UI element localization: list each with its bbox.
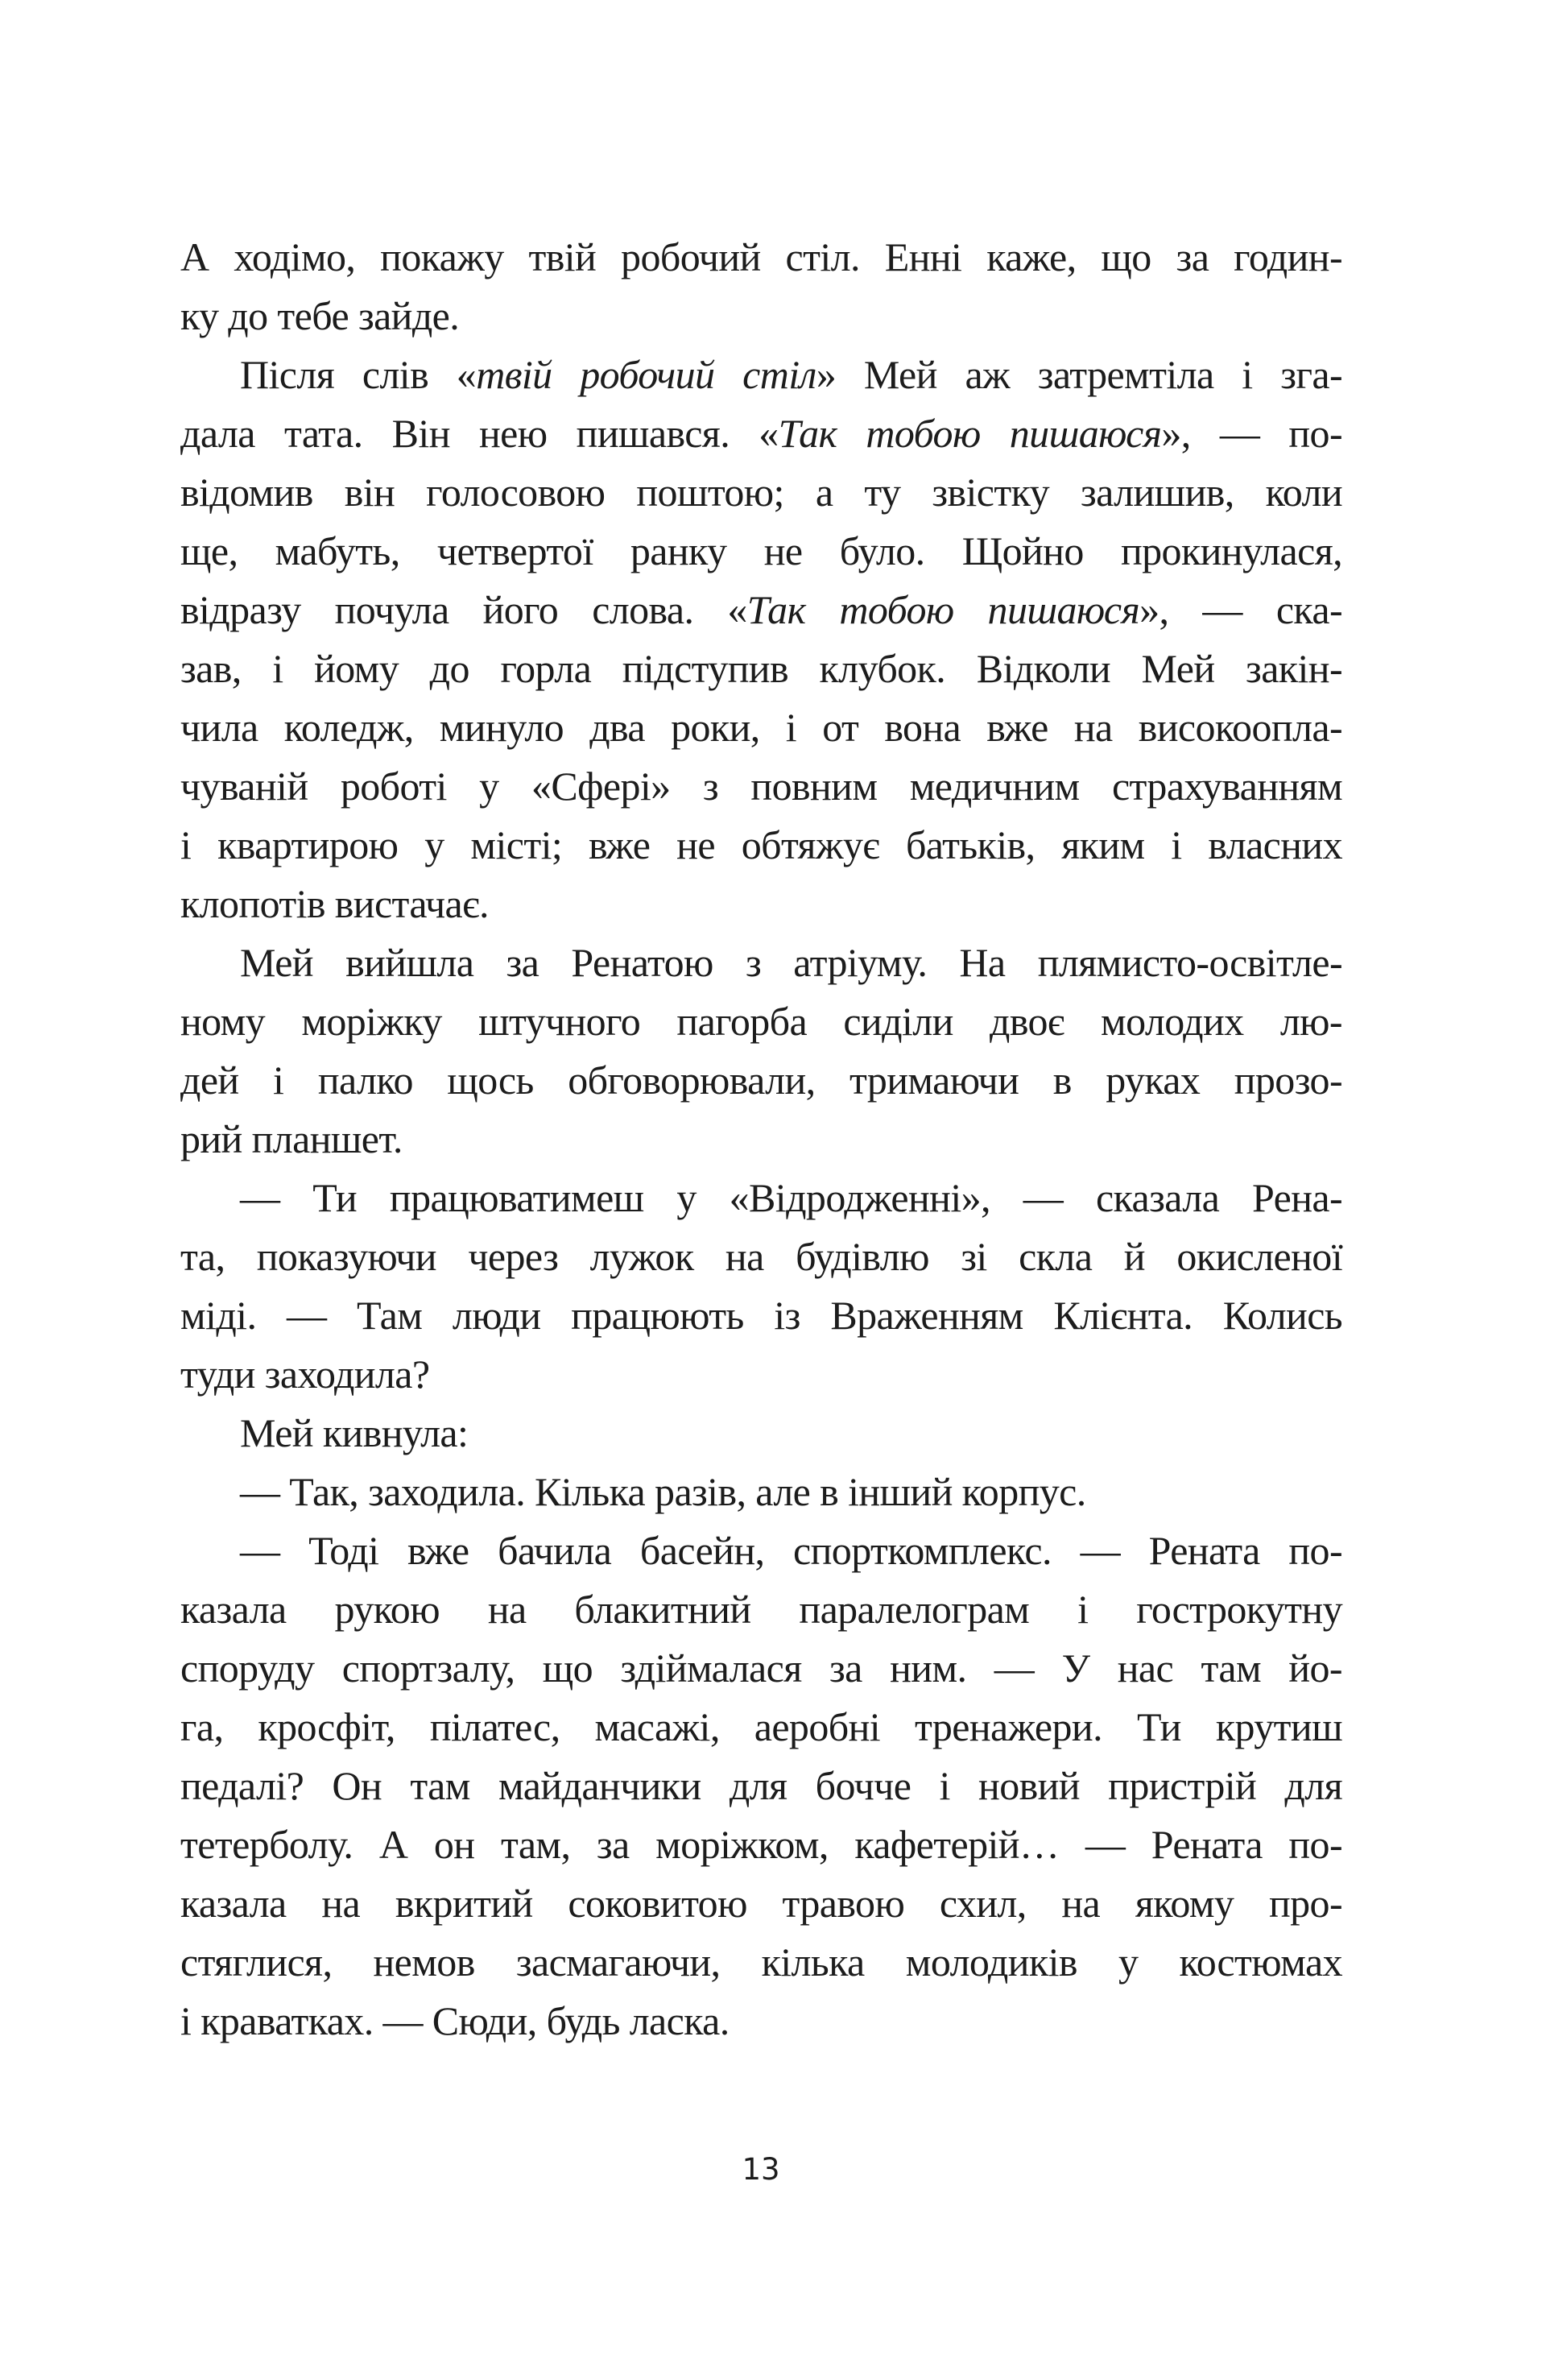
- text-line: [180, 1815, 1342, 1874]
- text-segment: міді. — Там люди працюють із Враженням Клієнта. Колись: [180, 1293, 1342, 1338]
- text-segment: Мей кивнула:: [240, 1410, 469, 1455]
- text-segment: і краватках. — Сюди, будь ласка.: [180, 1998, 730, 2043]
- text-line-content: [180, 1874, 1342, 1933]
- text-segment: чила коледж, минуло два роки, і от вона вже на високоопла-: [180, 705, 1342, 750]
- text-line-content: [180, 1051, 1342, 1110]
- text-line: [180, 757, 1342, 816]
- text-line-content: [180, 522, 1342, 581]
- text-line: [180, 1051, 1342, 1110]
- text-line: [180, 1169, 1342, 1227]
- text-line-content: [180, 1757, 1342, 1815]
- page-number: 13: [742, 2152, 780, 2187]
- text-segment: », — ска-: [1139, 587, 1343, 632]
- text-line-content: [180, 1227, 1342, 1286]
- text-line: [180, 581, 1342, 639]
- text-segment: відразу почула його слова. «: [180, 587, 747, 632]
- text-line: [180, 1404, 1342, 1463]
- text-segment: — Так, заходила. Кілька разів, але в інший корпус.: [240, 1469, 1086, 1514]
- text-line: [180, 1463, 1342, 1521]
- text-line: [180, 875, 1342, 933]
- text-segment: тетерболу. А он там, за моріжком, кафетерій… — Рената по-: [180, 1822, 1342, 1867]
- text-line-content: [240, 1169, 1342, 1227]
- text-line-content: [180, 992, 1342, 1051]
- italic-quote: твій робочий стіл: [476, 352, 816, 397]
- text-segment: ному моріжку штучного пагорба сиділи двоє молодих лю-: [180, 999, 1342, 1044]
- text-line: [180, 992, 1342, 1051]
- italic-quote: Так тобою пишаюся: [778, 411, 1162, 456]
- text-line-content: [180, 1345, 429, 1404]
- text-line: [180, 1698, 1342, 1757]
- text-segment: стяглися, немов засмагаючи, кілька молодиків у костюмах: [180, 1939, 1342, 1985]
- text-segment: клопотів вистачає.: [180, 881, 489, 926]
- text-line: [180, 1227, 1342, 1286]
- text-segment: — Ти працюватимеш у «Відродженні», — сказала Рена-: [240, 1175, 1342, 1220]
- text-line-content: [180, 1639, 1342, 1698]
- text-line-content: [240, 933, 1342, 992]
- text-line-content: [180, 581, 1342, 639]
- text-segment: Після слів «: [240, 352, 477, 397]
- text-segment: А ходімо, покажу твій робочий стіл. Енні каже, що за годин-: [180, 234, 1342, 279]
- text-segment: і квартирою у місті; вже не обтяжує батьків, яким і власних: [180, 822, 1342, 867]
- text-line-content: [180, 1580, 1342, 1639]
- text-line: [180, 346, 1342, 404]
- text-line: [180, 933, 1342, 992]
- text-line: [180, 1933, 1342, 1992]
- text-segment: казала рукою на блакитний паралелограм і гострокутну: [180, 1587, 1342, 1632]
- text-line-content: [180, 463, 1342, 522]
- text-line-content: [180, 757, 1342, 816]
- text-line-content: [240, 1463, 1086, 1521]
- text-segment: дала тата. Він нею пишався. «: [180, 411, 779, 456]
- italic-quote: Так тобою пишаюся: [746, 587, 1140, 632]
- text-line: [180, 228, 1342, 287]
- text-line: [180, 463, 1342, 522]
- text-line-content: [180, 404, 1342, 463]
- text-line-content: [180, 287, 459, 346]
- text-line: [180, 1580, 1342, 1639]
- text-line-content: [180, 816, 1342, 875]
- text-segment: чуваній роботі у «Сфері» з повним медичним страхуванням: [180, 764, 1342, 809]
- text-line: [180, 1345, 1342, 1404]
- text-line: [180, 698, 1342, 757]
- text-line: [180, 404, 1342, 463]
- text-line-content: [180, 1110, 403, 1169]
- text-line: [180, 1639, 1342, 1698]
- text-segment: споруду спортзалу, що здіймалася за ним. — У нас там йо-: [180, 1645, 1342, 1691]
- text-line-content: [180, 1286, 1342, 1345]
- text-line-content: [180, 1992, 730, 2051]
- body-text: [180, 228, 1342, 2051]
- text-line: [180, 1757, 1342, 1815]
- text-segment: рий планшет.: [180, 1116, 403, 1161]
- text-line-content: [180, 875, 489, 933]
- text-line: [180, 816, 1342, 875]
- text-line: [180, 1110, 1342, 1169]
- text-line-content: [240, 1521, 1342, 1580]
- text-segment: туди заходила?: [180, 1351, 430, 1397]
- text-segment: зав, і йому до горла підступив клубок. Відколи Мей закін-: [180, 646, 1342, 691]
- text-segment: га, кросфіт, пілатес, масажі, аеробні тренажери. Ти крутиш: [180, 1704, 1342, 1749]
- text-line-content: [180, 228, 1342, 287]
- text-line: [180, 1992, 1342, 2051]
- text-segment: ку до тебе зайде.: [180, 293, 460, 338]
- text-segment: та, показуючи через лужок на будівлю зі скла й окисленої: [180, 1234, 1342, 1279]
- text-segment: казала на вкритий соковитою травою схил, на якому про-: [180, 1881, 1342, 1926]
- text-line: [180, 287, 1342, 346]
- text-line: [180, 1286, 1342, 1345]
- text-segment: Мей вийшла за Ренатою з атріуму. На плямисто-освітле-: [240, 940, 1342, 985]
- text-segment: — Тоді вже бачила басейн, спорткомплекс. — Рената по-: [240, 1528, 1342, 1573]
- text-line-content: [180, 1815, 1342, 1874]
- text-segment: » Мей аж затремтіла і зга-: [816, 352, 1342, 397]
- text-line: [180, 1521, 1342, 1580]
- text-segment: відомив він голосовою поштою; а ту звістку залишив, коли: [180, 470, 1342, 515]
- text-line-content: [180, 698, 1342, 757]
- text-line: [180, 1874, 1342, 1933]
- text-line-content: [180, 1933, 1342, 1992]
- text-segment: педалі? Он там майданчики для бочче і новий пристрій для: [180, 1763, 1342, 1808]
- text-segment: дей і палко щось обговорювали, тримаючи в руках прозо-: [180, 1058, 1342, 1103]
- text-line-content: [180, 639, 1342, 698]
- text-line: [180, 639, 1342, 698]
- text-segment: ще, мабуть, четвертої ранку не було. Щойно прокинулася,: [180, 528, 1342, 573]
- text-line-content: [240, 1404, 468, 1463]
- text-segment: », — по-: [1161, 411, 1342, 456]
- text-line-content: [240, 346, 1342, 404]
- text-line: [180, 522, 1342, 581]
- text-line-content: [180, 1698, 1342, 1757]
